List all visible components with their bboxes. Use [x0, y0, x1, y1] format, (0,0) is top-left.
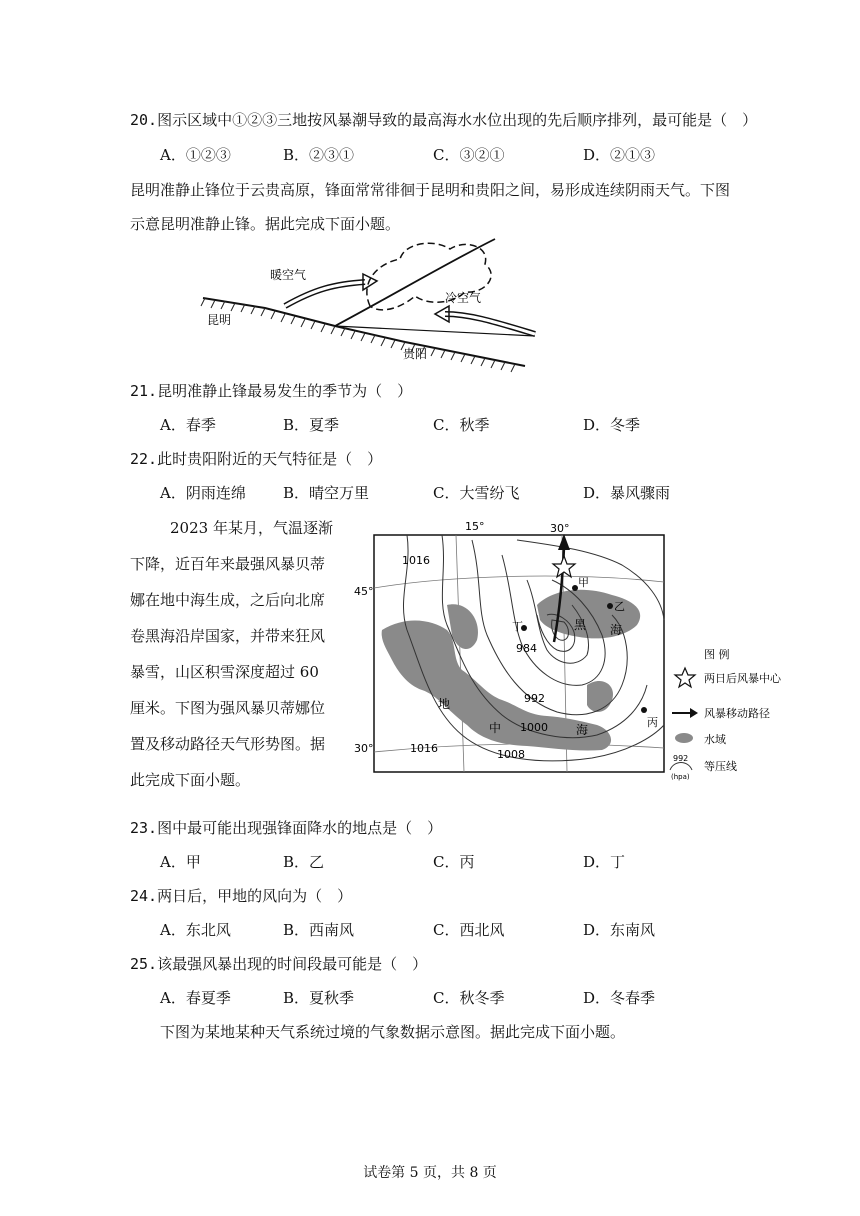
warm-air-arrow	[285, 282, 365, 306]
legend-title: 图 例	[704, 648, 730, 661]
isobar-1000-label: 1000	[520, 721, 548, 734]
q25-option-c[interactable]: C．秋冬季	[433, 989, 505, 1007]
question-23-text: 图中最可能出现强锋面降水的地点是（ ）	[157, 819, 443, 837]
legend-water: 水域	[704, 733, 726, 746]
q21-option-a[interactable]: A．春季	[160, 416, 216, 434]
q22-option-b[interactable]: B．晴空万里	[283, 484, 370, 502]
q23-option-b[interactable]: B．乙	[283, 853, 325, 871]
question-24-number: 24.	[130, 887, 158, 905]
question-22-number: 22.	[130, 450, 158, 468]
front-diagram	[195, 234, 545, 374]
question-21-text: 昆明准静止锋最易发生的季节为（ ）	[157, 382, 413, 400]
q23-option-c[interactable]: C．丙	[433, 853, 475, 871]
isobar-984-label: 984	[516, 642, 537, 655]
lon-15-label: 15°	[465, 520, 485, 533]
question-21-number: 21.	[130, 382, 158, 400]
storm-intro-line: 暴雪，山区积雪深度超过 60	[130, 663, 319, 681]
lat-30-label: 30°	[354, 742, 374, 755]
storm-intro-line: 此完成下面小题。	[130, 771, 251, 789]
q22-option-d[interactable]: D．暴风骤雨	[583, 484, 671, 502]
next-section-intro: 下图为某地某种天气系统过境的气象数据示意图。据此完成下面小题。	[160, 1023, 626, 1041]
storm-intro-paragraph	[130, 510, 360, 798]
storm-intro-line: 下降，近百年来最强风暴贝蒂	[130, 555, 326, 573]
q25-option-d[interactable]: D．冬春季	[583, 989, 656, 1007]
kunming-label: 昆明	[207, 313, 232, 327]
q24-option-d[interactable]: D．东南风	[583, 921, 656, 939]
guiyang-label: 贵阳	[403, 347, 428, 361]
legend-star-icon	[675, 668, 695, 687]
legend-isobar-value: 992	[673, 754, 689, 763]
q20-option-a[interactable]: A．①②③	[160, 146, 231, 164]
q20-option-b[interactable]: B．②③①	[283, 146, 355, 164]
q23-option-d[interactable]: D．丁	[583, 853, 626, 871]
storm-intro-line: 卷黑海沿岸国家，并带来狂风	[130, 627, 326, 645]
storm-intro-line: 厘米。下图为强风暴贝蒂娜位	[130, 699, 326, 717]
mediterranean-char-2: 中	[489, 721, 502, 735]
legend-isobar: 等压线	[704, 760, 737, 773]
q20-option-d[interactable]: D．②①③	[583, 146, 656, 164]
lat-45-label: 45°	[354, 585, 374, 598]
q21-option-c[interactable]: C．秋季	[433, 416, 490, 434]
q24-option-a[interactable]: A．东北风	[160, 921, 231, 939]
q25-option-a[interactable]: A．春夏季	[160, 989, 231, 1007]
legend-isobar-unit: (hpa)	[671, 773, 690, 781]
front-intro-line-2: 示意昆明准静止锋。据此完成下面小题。	[130, 215, 401, 233]
map-legend	[670, 647, 782, 781]
legend-storm-center: 两日后风暴中心	[704, 672, 781, 685]
q24-option-b[interactable]: B．西南风	[283, 921, 355, 939]
question-23-stem	[130, 818, 442, 838]
terrain-hatching	[201, 298, 515, 372]
question-25-text: 该最强风暴出现的时间段最可能是（ ）	[157, 955, 428, 973]
question-21-stem	[130, 381, 412, 401]
storm-intro-line: 置及移动路径天气形势图。据	[130, 735, 326, 753]
question-20-number: 20.	[130, 111, 158, 129]
storm-intro-line: 娜在地中海生成，之后向北席	[130, 591, 326, 609]
q22-option-c[interactable]: C．大雪纷飞	[433, 484, 520, 502]
front-intro-line-1: 昆明准静止锋位于云贵高原，锋面常常徘徊于昆明和贵阳之间，易形成连续阴雨天气。下图	[130, 181, 731, 199]
warm-air-label: 暖空气	[270, 268, 307, 282]
q21-option-d[interactable]: D．冬季	[583, 416, 641, 434]
question-25-stem	[130, 954, 427, 974]
q21-option-b[interactable]: B．夏季	[283, 416, 340, 434]
black-sea-char-1: 黑	[574, 618, 587, 632]
q20-option-c[interactable]: C．③②①	[433, 146, 505, 164]
place-ding-label: 丁	[512, 620, 523, 633]
q23-option-a[interactable]: A．甲	[160, 853, 201, 871]
q24-option-c[interactable]: C．西北风	[433, 921, 505, 939]
storm-weather-map	[352, 520, 792, 785]
legend-water-swatch	[675, 733, 693, 743]
question-24-stem	[130, 886, 352, 906]
isobar-1016-south-label: 1016	[410, 742, 438, 755]
question-22-text: 此时贵阳附近的天气特征是（ ）	[157, 450, 383, 468]
question-20-stem	[130, 110, 757, 130]
place-yi-label: 乙	[614, 600, 625, 613]
legend-isobar-icon	[670, 763, 692, 771]
isobar-992-label: 992	[524, 692, 545, 705]
place-jia-label: 甲	[578, 576, 589, 589]
mediterranean-char-3: 海	[576, 723, 589, 737]
mediterranean-char-1: 地	[438, 697, 451, 711]
question-22-stem	[130, 449, 382, 469]
question-25-number: 25.	[130, 955, 158, 973]
question-23-number: 23.	[130, 819, 158, 837]
q25-option-b[interactable]: B．夏秋季	[283, 989, 355, 1007]
black-sea-char-2: 海	[610, 623, 623, 637]
storm-intro-line: 2023 年某月，气温逐渐	[170, 519, 333, 537]
question-20-text: 图示区域中①②③三地按风暴潮导致的最高海水水位出现的先后顺序排列，最可能是（ ）	[157, 111, 758, 129]
isobar-1016-north-label: 1016	[402, 554, 430, 567]
isobar-1008-label: 1008	[497, 748, 525, 761]
page-footer: 试卷第 5 页，共 8 页	[363, 1165, 497, 1181]
cold-air-label: 冷空气	[445, 291, 482, 305]
place-bing-label: 丙	[647, 716, 658, 729]
question-24-text: 两日后，甲地的风向为（ ）	[157, 887, 353, 905]
lon-30-label: 30°	[550, 522, 570, 535]
legend-storm-path: 风暴移动路径	[704, 707, 770, 720]
q22-option-a[interactable]: A．阴雨连绵	[160, 484, 246, 502]
